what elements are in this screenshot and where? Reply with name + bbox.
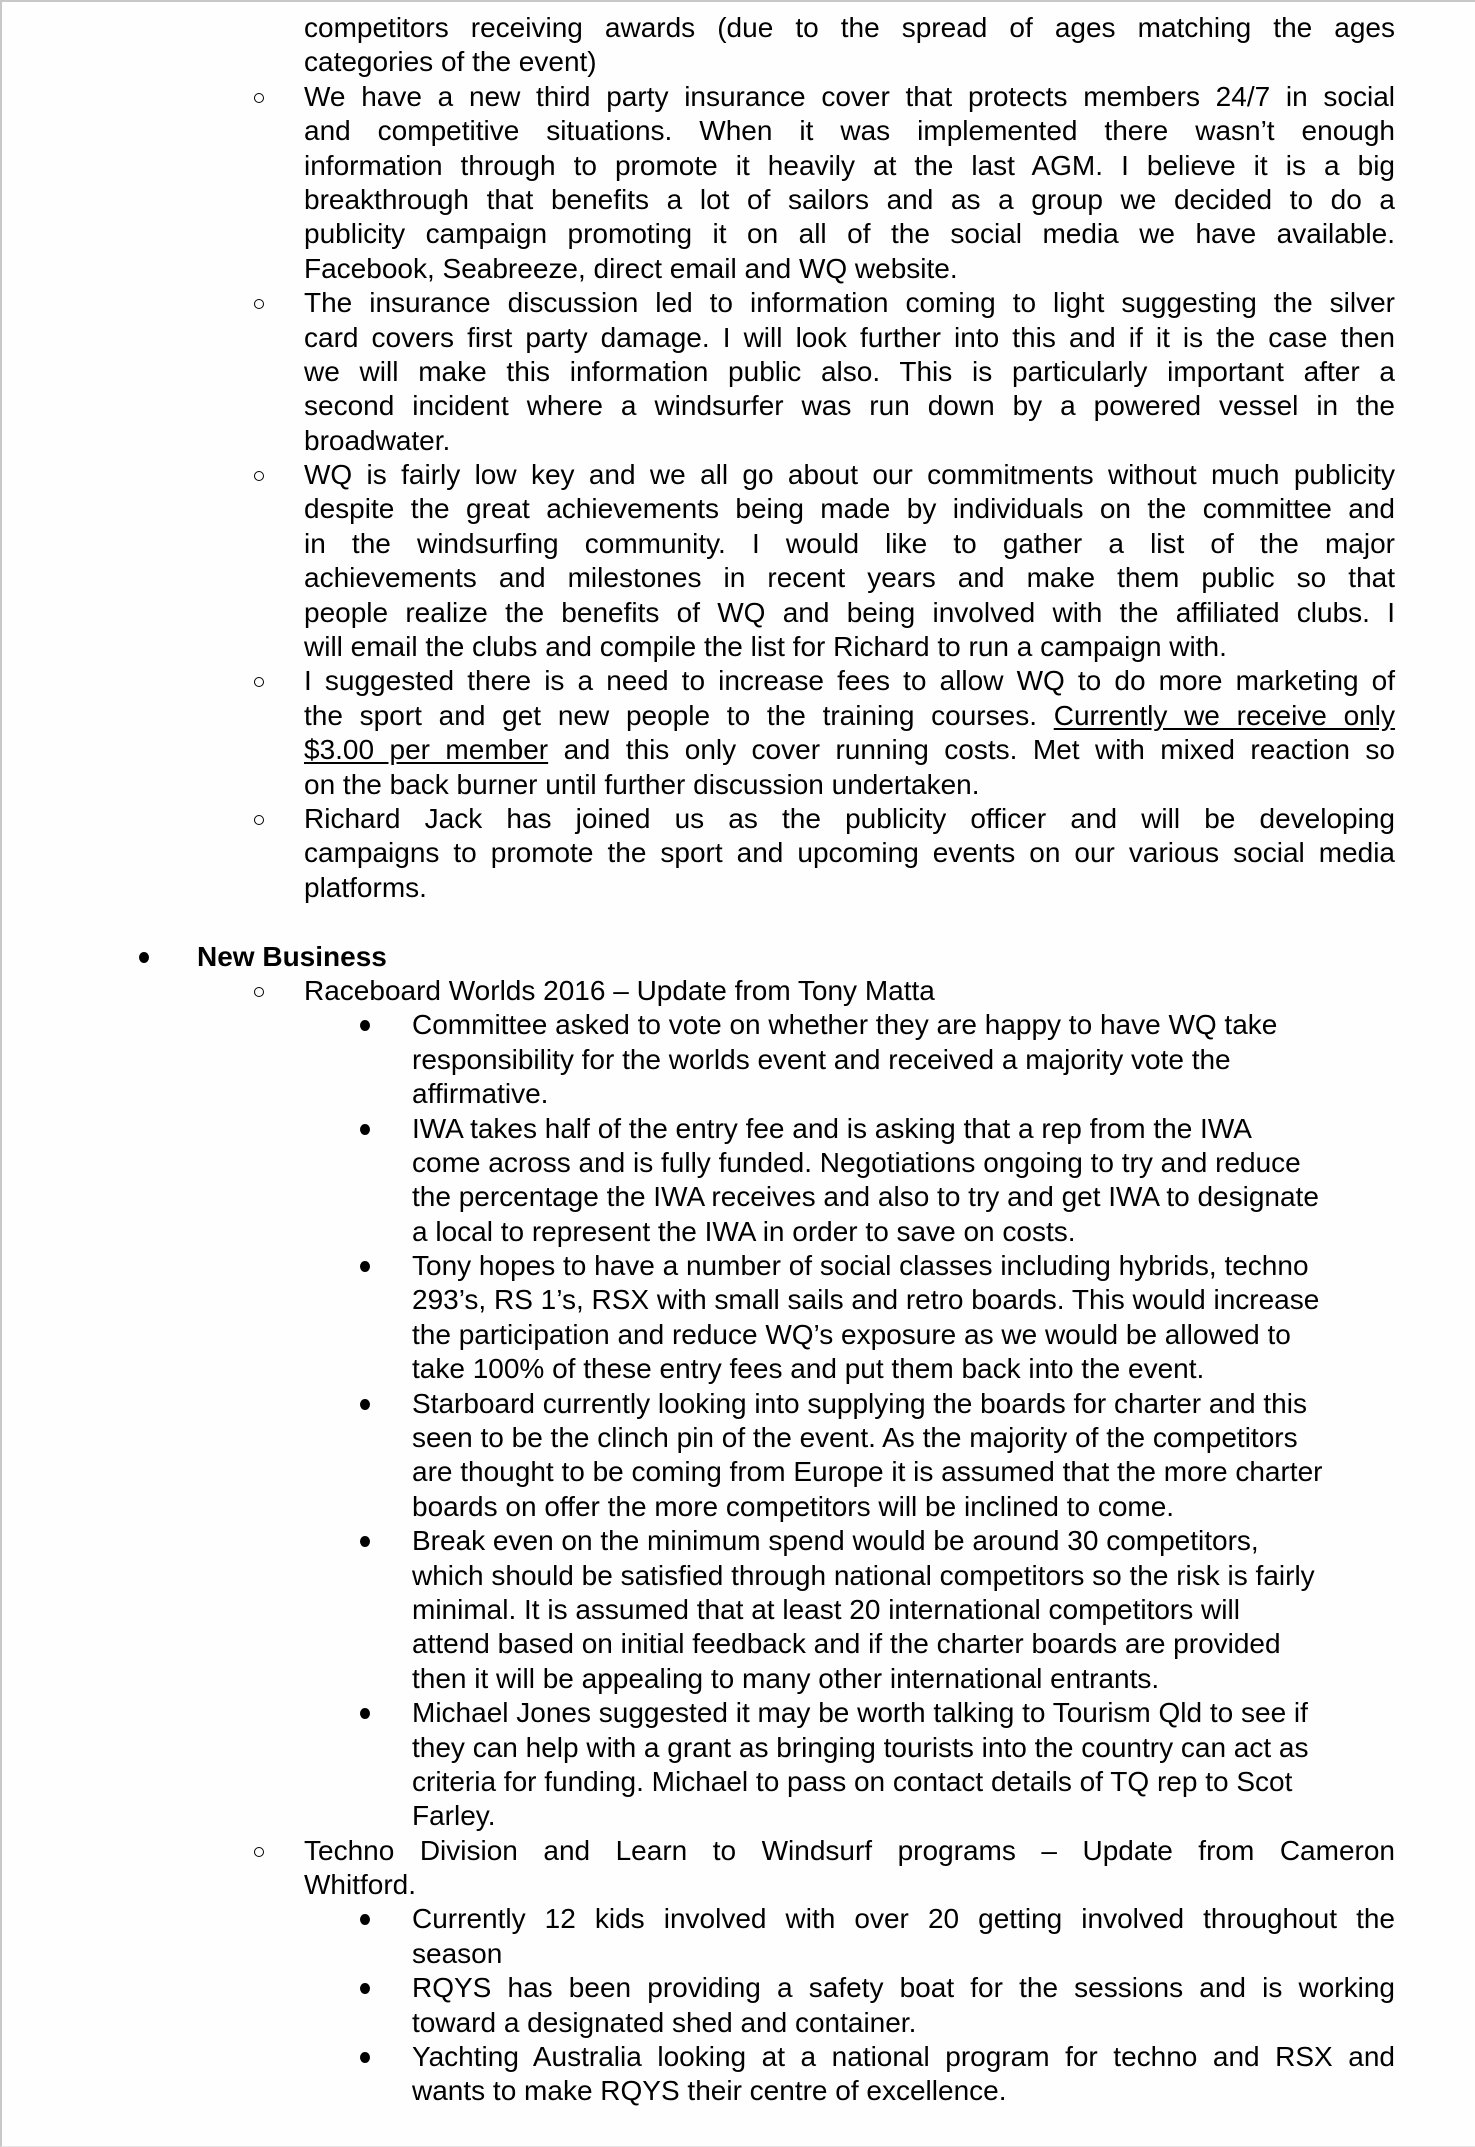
point-break-even: Break even on the minimum spend would be around 30 competitors, [2, 1524, 1475, 1558]
point-line: take 100% of these entry fees and put them back into the event. [412, 1353, 1205, 1385]
disc-bullet-icon [360, 1261, 370, 1272]
point-line: boards on offer the more competitors will be inclined to come. [412, 1490, 1175, 1522]
list-item-line: broadwater. [304, 424, 451, 456]
document-content [2, 11, 1475, 2109]
disc-bullet-icon [360, 1020, 370, 1031]
list-item-line: we will make this information public also. This is particularly important after a [304, 355, 1395, 387]
list-item-line: $3.00 per member and this only cover running costs. Met with mixed reaction so [304, 734, 1395, 766]
circle-bullet-icon [254, 299, 264, 309]
disc-bullet-icon [360, 2052, 370, 2063]
disc-bullet-icon [139, 952, 149, 963]
list-item-line: and competitive situations. When it was implemented there wasn’t enough [304, 115, 1395, 147]
circle-bullet-icon [254, 987, 264, 997]
point-line: wants to make RQYS their centre of excellence. [412, 2075, 1007, 2107]
point-social-classes: Tony hopes to have a number of social classes including hybrids, techno [2, 1249, 1475, 1283]
topic-techno-division: Techno Division and Learn to Windsurf programs – Update from Cameron [2, 1834, 1475, 1868]
list-item-line: will email the clubs and compile the list for Richard to run a campaign with. [304, 631, 1227, 663]
circle-bullet-icon [254, 677, 264, 687]
point-yachting-australia: Yachting Australia looking at a national program for techno and RSX and [2, 2040, 1475, 2074]
list-item-publicity: WQ is fairly low key and we all go about our commitments without much publicity [2, 458, 1475, 492]
list-item-line: people realize the benefits of WQ and being involved with the affiliated clubs. I [304, 596, 1395, 628]
point-line: the participation and reduce WQ’s exposure as we would be allowed to [412, 1318, 1291, 1350]
point-line: the percentage the IWA receives and also to try and get IWA to designate [412, 1181, 1319, 1213]
circle-bullet-icon [254, 1847, 264, 1857]
point-starboard-charter: Starboard currently looking into supplying the boards for charter and this [2, 1387, 1475, 1421]
point-line: responsibility for the worlds event and received a majority vote the [412, 1043, 1231, 1075]
continuation-line: competitors receiving awards (due to the spread of ages matching the ages [304, 12, 1395, 43]
topic-line: Whitford. [304, 1869, 417, 1901]
underlined-text: $3.00 per member [304, 734, 549, 766]
list-item-line: in the windsurfing community. I would like to gather a list of the major [304, 527, 1395, 559]
disc-bullet-icon [360, 1914, 370, 1925]
point-line: minimal. It is assumed that at least 20 international competitors will [412, 1593, 1240, 1625]
point-line: 293’s, RS 1’s, RSX with small sails and retro boards. This would increase [412, 1284, 1320, 1316]
list-item-line: achievements and milestones in recent years and make them public so that [304, 562, 1395, 594]
point-line: seen to be the clinch pin of the event. As the majority of the competitors [412, 1422, 1298, 1454]
list-item-line: second incident where a windsurfer was run down by a powered vessel in the [304, 390, 1395, 422]
point-line: attend based on initial feedback and if the charter boards are provided [412, 1628, 1281, 1660]
disc-bullet-icon [360, 1124, 370, 1135]
paragraph-spacer [2, 905, 1475, 939]
point-line: are thought to be coming from Europe it is assumed that the more charter [412, 1456, 1323, 1488]
point-kids-involved: Currently 12 kids involved with over 20 getting involved throughout the [2, 1902, 1475, 1936]
list-item-line: despite the great achievements being made by individuals on the committee and [304, 493, 1395, 525]
list-item-line: information through to promote it heavily at the last AGM. I believe it is a big [304, 149, 1395, 181]
disc-bullet-icon [360, 1708, 370, 1719]
list-item-line: publicity campaign promoting it on all of the social media we have available. [304, 218, 1395, 250]
point-line: then it will be appealing to many other international entrants. [412, 1662, 1160, 1694]
circle-bullet-icon [254, 471, 264, 481]
point-line: Farley. [412, 1800, 496, 1832]
point-line: criteria for funding. Michael to pass on contact details of TQ rep to Scot [412, 1765, 1293, 1797]
list-item-publicity-officer: Richard Jack has joined us as the publicity officer and will be developing [2, 802, 1475, 836]
circle-bullet-icon [254, 93, 264, 103]
point-line: affirmative. [412, 1078, 549, 1110]
section-heading-new-business: New Business [2, 940, 1475, 974]
list-item-insurance: We have a new third party insurance cover that protects members 24/7 in social [2, 80, 1475, 114]
topic-raceboard-worlds: Raceboard Worlds 2016 – Update from Tony Matta [2, 974, 1475, 1008]
list-item-silver-card: The insurance discussion led to information coming to light suggesting the silver [2, 286, 1475, 320]
list-item-line: card covers first party damage. I will look further into this and if it is the case then [304, 321, 1395, 353]
list-item-line: breakthrough that benefits a lot of sailors and as a group we decided to do a [304, 183, 1395, 215]
list-item-line: the sport and get new people to the training courses. Currently we receive only [304, 699, 1396, 731]
point-line: a local to represent the IWA in order to save on costs. [412, 1215, 1076, 1247]
point-tourism-qld: Michael Jones suggested it may be worth talking to Tourism Qld to see if [2, 1696, 1475, 1730]
point-line: come across and is fully funded. Negotiations ongoing to try and reduce [412, 1146, 1301, 1178]
list-item-line: platforms. [304, 871, 427, 903]
circle-bullet-icon [254, 815, 264, 825]
point-line: season [412, 1937, 503, 1969]
underlined-text: Currently we receive only [1053, 699, 1396, 731]
list-item-fees: I suggested there is a need to increase fees to allow WQ to do more marketing of [2, 664, 1475, 698]
point-line: which should be satisfied through national competitors so the risk is fairly [412, 1559, 1315, 1591]
disc-bullet-icon [360, 1536, 370, 1547]
point-rqys-safety-boat: RQYS has been providing a safety boat for the sessions and is working [2, 1971, 1475, 2005]
disc-bullet-icon [360, 1983, 370, 1994]
continuation-line: categories of the event) [304, 46, 597, 78]
point-committee-vote: Committee asked to vote on whether they are happy to have WQ take [2, 1008, 1475, 1042]
list-item-line: campaigns to promote the sport and upcoming events on our various social media [304, 837, 1395, 869]
point-line: they can help with a grant as bringing tourists into the country can act as [412, 1731, 1309, 1763]
list-item-line: Facebook, Seabreeze, direct email and WQ website. [304, 252, 958, 284]
point-iwa-entry-fee: IWA takes half of the entry fee and is asking that a rep from the IWA [2, 1112, 1475, 1146]
list-item-line: on the back burner until further discussion undertaken. [304, 768, 980, 800]
point-line: toward a designated shed and container. [412, 2006, 917, 2038]
disc-bullet-icon [360, 1399, 370, 1410]
